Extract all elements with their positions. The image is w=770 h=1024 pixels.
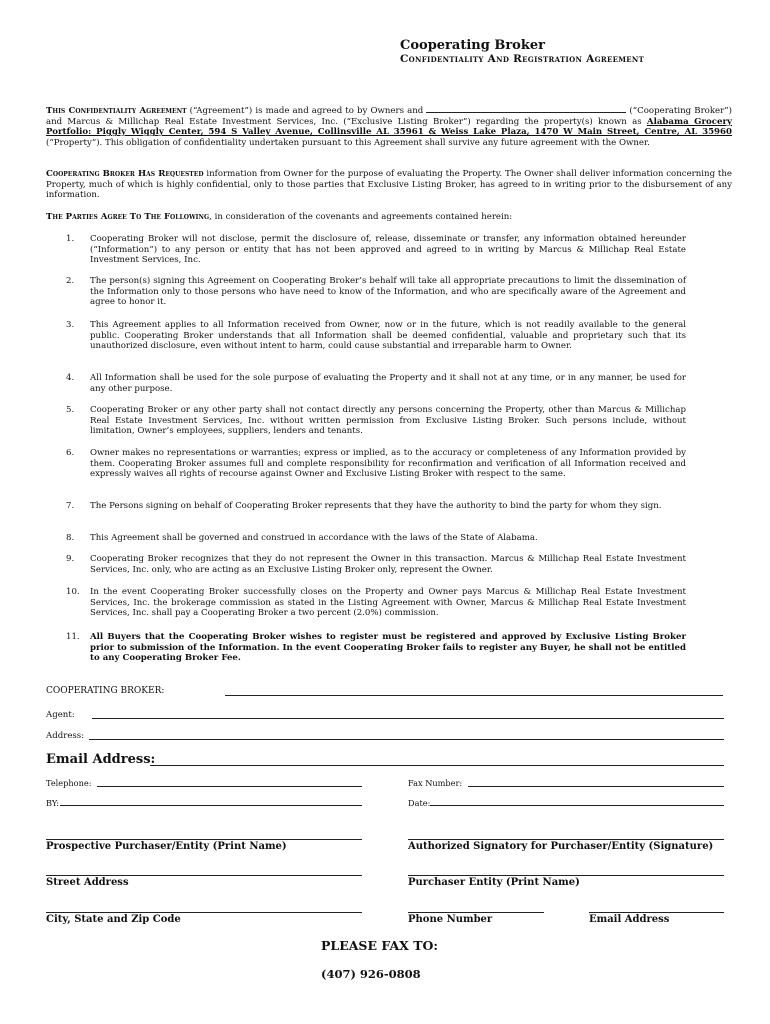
purchaser-print-line[interactable]	[46, 839, 362, 840]
email-line[interactable]	[589, 912, 724, 913]
list-item: 9. Cooperating Broker recognizes that they do not represent the Owner in this transaction. Marcus & Millichap Real Estate Investment Services, Inc. only, who are acting as an Exclusive Listing Broker only, represent the Owner.	[66, 554, 686, 575]
fax-number-field[interactable]	[468, 786, 724, 787]
fax-number-label: Fax Number:	[408, 778, 463, 788]
list-item: 7. The Persons signing on behalf of Cooperating Broker represents that they have the authority to bind the party for whom they sign.	[66, 501, 662, 511]
list-item: 6. Owner makes no representations or warranties; express or implied, as to the accuracy or completeness of any Information provided by them. Cooperating Broker assumes full and complete responsibility for reconfirmation and verification of all Information received and expressly waives all rights of recourse against Owner and Exclusive Listing Broker with respect to the same.	[66, 448, 686, 480]
list-item: 11. All Buyers that the Cooperating Broker wishes to register must be registered and approved by Exclusive Listing Broker prior to submission of the Information. In the event Cooperating Broker fails to register any Buyer, he shall not be entitled to any Cooperating Broker Fee.	[66, 632, 686, 664]
purchaser-print-label: Prospective Purchaser/Entity (Print Name)	[46, 841, 287, 852]
agent-label: Agent:	[46, 710, 75, 720]
telephone-label: Telephone:	[46, 778, 92, 788]
list-item: 10. In the event Cooperating Broker successfully closes on the Property and Owner pays Marcus & Millichap Real Estate Investment Services, Inc. the brokerage commission as stated in the Listing Agreement with Owner, Marcus & Millichap Real Estate Investment Services, Inc. shall pay a Cooperating Broker a two percent (2.0%) commission.	[66, 587, 686, 619]
phone-line[interactable]	[408, 912, 544, 913]
phone-label: Phone Number	[408, 914, 493, 925]
list-item: 1. Cooperating Broker will not disclose, permit the disclosure of, release, disseminate or transfer, any information obtained hereunder (“Information”) to any person or entity that has not been approved and agreed to in writing by Marcus & Millichap Real Estate Investment Services, Inc.	[66, 234, 686, 266]
requested-paragraph: Cooperating Broker Has Requested information from Owner for the purpose of evaluating the Property. The Owner shall deliver information concerning the Property, much of which is highly confidential, only to those parties that Exclusive Listing Broker, has agreed to in writing prior to the disbursement of any information.	[46, 169, 732, 201]
cooperating-broker-label: COOPERATING BROKER:	[46, 686, 165, 696]
owner-name-field[interactable]	[426, 103, 626, 113]
entity-print-label: Purchaser Entity (Print Name)	[408, 877, 580, 888]
address-field[interactable]	[89, 739, 724, 740]
list-item: 8. This Agreement shall be governed and construed in accordance with the laws of the State of Alabama.	[66, 533, 538, 543]
city-line[interactable]	[46, 912, 362, 913]
document-subtitle: Confidentiality And Registration Agreement	[400, 53, 645, 65]
fax-to-label: PLEASE FAX TO:	[321, 938, 439, 953]
list-item: 3. This Agreement applies to all Information received from Owner, now or in the future, which is not readily available to the general public. Cooperating Broker understands that all Information shall be deemed confidential, valuable and proprietary such that its unauthorized disclosure, even without intent to harm, could cause substantial and irreparable harm to Owner.	[66, 320, 686, 352]
fax-number: (407) 926-0808	[321, 967, 421, 981]
city-label: City, State and Zip Code	[46, 914, 181, 925]
street-address-label: Street Address	[46, 877, 129, 888]
email-label: Email Address:	[46, 752, 156, 767]
list-item: 5. Cooperating Broker or any other party shall not contact directly any persons concerning the Property, other than Marcus & Millichap Real Estate Investment Services, Inc. without written permission from Exclusive Listing Broker. Such persons include, without limitation, Owner’s employees, suppliers, lenders and tenants.	[66, 405, 686, 437]
intro-paragraph: This Confidentiality Agreement (“Agreement”) is made and agreed to by Owners and (“Cooperating Broker”) and Marcus & Millichap Real Estate Investment Services, Inc. (“Exclusive Listing Broker”) regarding the property(s) known as Alabama Grocery Portfolio: Piggly Wiggly Center, 594 S Valley Avenue, Collinsville AL 35961 & Weiss Lake Plaza, 1470 W Main Street, Centre, AL 35960 (“Property”). This obligation of confidentiality undertaken pursuant to this Agreement shall survive any future agreement with the Owner.	[46, 103, 732, 148]
address-label: Address:	[46, 731, 85, 741]
signatory-label: Authorized Signatory for Purchaser/Entity (Signature)	[408, 841, 714, 852]
intro-lead: This Confidentiality Agreement	[46, 106, 187, 116]
entity-print-line[interactable]	[408, 875, 724, 876]
email-address-label: Email Address	[589, 914, 670, 925]
list-item: 2. The person(s) signing this Agreement on Cooperating Broker’s behalf will take all appropriate precautions to limit the dissemination of the Information only to those persons who have need to know of the Information, and who are specifically aware of the Agreement and agree to honor it.	[66, 276, 686, 308]
list-item: 4. All Information shall be used for the sole purpose of evaluating the Property and it shall not at any time, or in any manner, be used for any other purpose.	[66, 373, 686, 394]
street-address-line[interactable]	[46, 875, 362, 876]
date-field[interactable]	[430, 805, 724, 806]
document-title: Cooperating Broker	[400, 38, 545, 53]
agent-field[interactable]	[92, 718, 724, 719]
property-description: Alabama Grocery Portfolio: Piggly Wiggly Center, 594 S Valley Avenue, Collinsville AL 35961 & Weiss Lake Plaza, 1470 W Main Street, Centre, AL 35960	[46, 116, 733, 138]
by-label: BY:	[46, 798, 60, 808]
parties-paragraph: The Parties Agree To The Following, in consideration of the covenants and agreements contained herein:	[46, 212, 513, 222]
by-field[interactable]	[60, 805, 362, 806]
date-label: Date:	[408, 798, 431, 808]
email-field[interactable]	[150, 765, 724, 766]
cooperating-broker-field[interactable]	[225, 695, 723, 696]
signatory-line[interactable]	[408, 839, 724, 840]
telephone-field[interactable]	[97, 786, 362, 787]
